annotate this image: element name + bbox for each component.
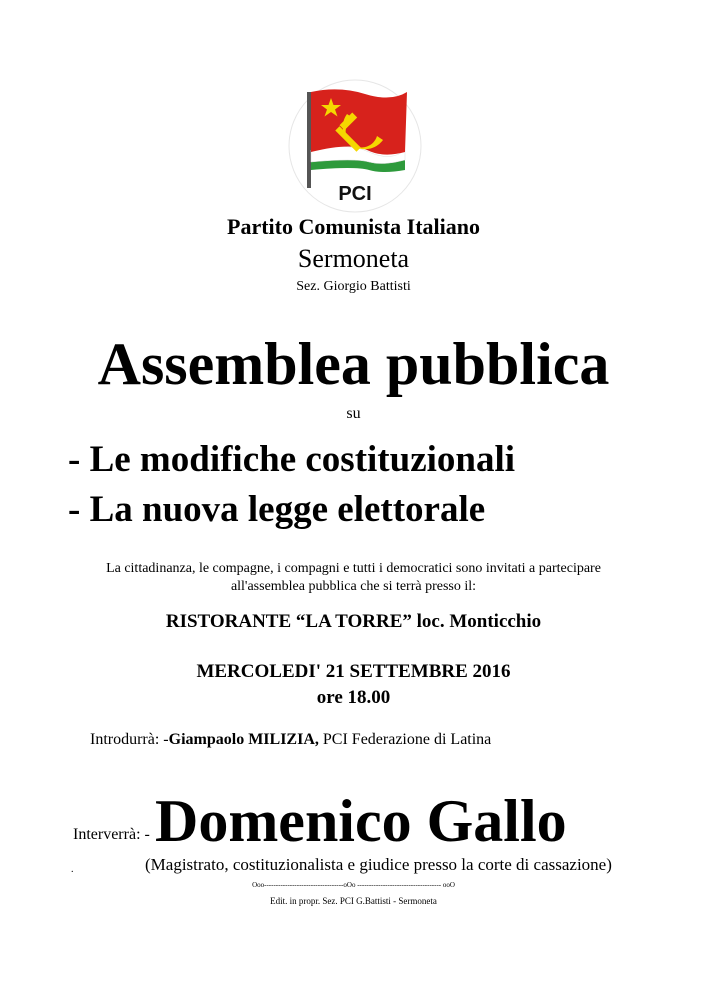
town-name: Sermoneta (297, 244, 410, 273)
speaker-role: (Magistrato, costituzionalista e giudice presso la corte di cassazione) (145, 855, 612, 874)
intro-name: Giampaolo MILIZIA, (168, 731, 319, 748)
party-name: Partito Comunista Italiano (227, 214, 480, 239)
intro-label: Introdurrà: - (90, 731, 169, 748)
invitation-text (0, 560, 707, 596)
event-time: ore 18.00 (316, 687, 391, 708)
topic-item: - La nuova legge elettorale (68, 489, 486, 530)
invitation-line: La cittadinanza, le compagne, i compagni e tutti i democratici sono invitati a partecipare (106, 561, 601, 576)
party-section: Sez. Giorgio Battisti (296, 279, 411, 294)
introduction-line (90, 731, 491, 749)
footer-credit: Edit. in propr. Sez. PCI G.Battisti - Sermoneta (270, 896, 437, 906)
speaker-label: Interverrà: - (73, 826, 150, 843)
leading-dot: . (71, 864, 74, 875)
topic-item: - Le modifiche costituzionali (68, 439, 516, 480)
pci-logo (287, 78, 423, 214)
divider-line: Ooo----------------------------------oOo ------------------------------------ ooO (252, 881, 455, 889)
event-date: MERCOLEDI' 21 SETTEMBRE 2016 (196, 661, 511, 682)
invitation-line: all'assemblea pubblica che si terrà presso il: (230, 579, 477, 594)
speaker-name: Domenico Gallo (155, 788, 567, 854)
pci-flag-emblem (287, 78, 423, 214)
venue: RISTORANTE “LA TORRE” loc. Monticchio (165, 611, 542, 632)
intro-affiliation: PCI Federazione di Latina (318, 731, 492, 748)
headline: Assemblea pubblica (97, 331, 610, 397)
logo-text: PCI (338, 183, 372, 205)
connector-word: su (346, 405, 361, 422)
